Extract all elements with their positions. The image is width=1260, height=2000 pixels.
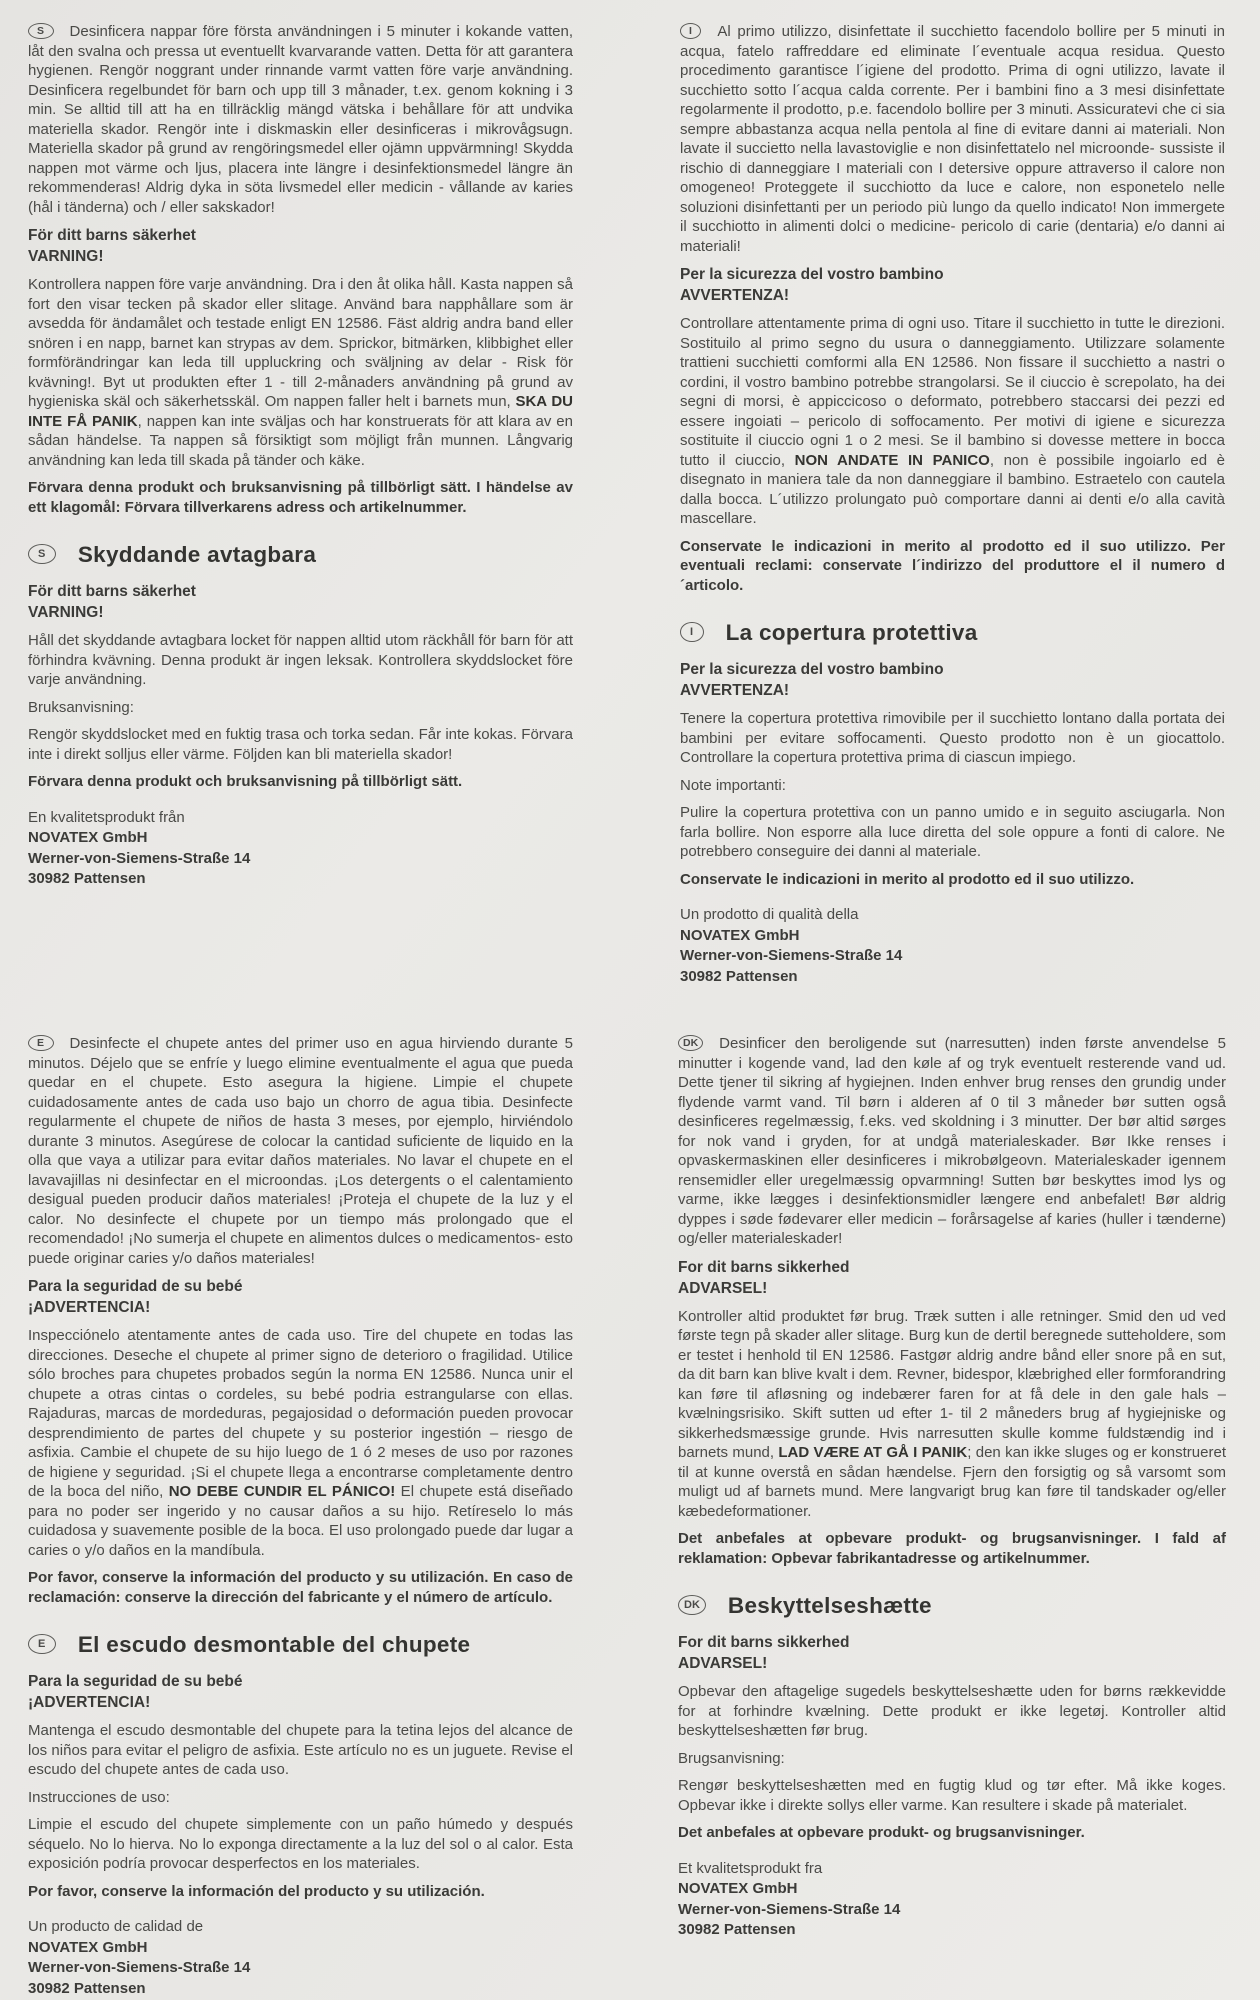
safety-heading-line: For dit barns sikkerhed [678, 1258, 850, 1276]
warning-text-pre: Kontroller altid produktet før brug. Træk sutten i alle retninger. Smid den ud ved første tegn på skader aller slitage. Burg kun de dertil beregnede sutteholdere, som er testet i henhold til EN 12586. Fastgør aldrig andre bånd eller snore på en sut, da dit barn kan blive kvalt i dem. Revner, bidespor, klæbrighed eller formforandring kan føre til afløsning og indebærer faren for at få dele in den gale hals – kvælningsrisiko. Skift sutten ud efter 1- til 2 måneders brug af hygiejniske og sikkerhedsmæssige grunde. Hvis narresutten skulle komme fuldstændig ind i barnets mund, [678, 1307, 1226, 1461]
language-badge-swedish: S [28, 544, 56, 564]
manufacturer-block [28, 808, 573, 890]
warning-word: AVVERTENZA! [680, 682, 790, 700]
manufacturer-city: 30982 Pattensen [28, 870, 146, 888]
cap-section-title [680, 619, 1225, 646]
safety-heading-line: Per la sicurezza del vostro bambino [680, 661, 944, 679]
language-badge-swedish: S [28, 23, 54, 39]
panic-phrase: NO DEBE CUNDIR EL PÁNICO! [168, 1483, 396, 1500]
safety-heading [680, 264, 1225, 306]
panic-phrase: SKA DU INTE FÅ PANIK [28, 393, 573, 430]
intro-paragraph [680, 22, 1225, 256]
section-spanish [28, 1034, 573, 1999]
manufacturer-street: Werner-von-Siemens-Straße 14 [28, 849, 251, 867]
language-badge-danish: DK [678, 1595, 706, 1615]
cap-title-text: Skyddande avtagbara [77, 542, 317, 568]
safety-heading-line: Para la seguridad de su bebé [28, 1278, 243, 1295]
usage-heading: Brugsanvisning: [678, 1749, 785, 1767]
cap-storage-note: Det anbefales at opbevare produkt- og brugsanvisninger. [678, 1824, 1085, 1842]
intro-text: Desinficera nappar före första användningen i 5 minuter i kokande vatten, låt den svalna och pressa ut eventuellt kvarvarande vatten. Detta för att garantera hygienen. Rengör noggrant under rinnande varmt vatten före varje användning. Desinficera regelbundet för barn och upp till 3 månader, t.ex. genom kokning i 3 min. Se alltid till att ha en tillräcklig mängd vätska i behållare för att undvika materiella skador. Rengör inte i diskmaskin eller desinficeras i mikrovågsugn. Materiella skador på grund av rengöringsmedel eller ojämn uppvärmning! Skydda nappen mot värme och ljus, placera inte längre i desinfektionsmedel längre än rekommenderas! Aldrig dyka in söta livsmedel eller medicin - vållande av karies (hål i tänderna) och / eller sakskador! [28, 23, 573, 216]
warning-text-pre: Inspecciónelo atentamente antes de cada uso. Tire del chupete en todas las direcciones. Deseche el chupete al primer signo de deterioro o fragilidad. Utilice sólo broches para chupetes probados según la norma EN 12586. Nunca unir el chupete a otras cintas o cordeles, su bebé podria estrangularse con ellas. Rajaduras, marcas de mordeduras, pegajosidad o deformación pueden provocar desprendimiento de partes del chupete y su posterior ingestión – riesgo de asfixia. Cambie el chupete de su hijo luego de 1 ó 2 meses de uso por razones de higiene y seguridad. ¡Si el chupete llega a encontrarse completamente dentro de la boca del niño, [28, 1327, 573, 1500]
quality-line: Un prodotto di qualità della [680, 906, 859, 924]
manufacturer-street: Werner-von-Siemens-Straße 14 [28, 1959, 251, 1977]
warning-text-pre: Controllare attentamente prima di ogni uso. Titare il succhietto in tutte le direzioni. Sostituilo al primo segno du usura o danneggiamento. Utilizzare solamente trattieni succhietti comformi alla EN 12586. Non fissare il succhietto a nastri o cordini, il vostro bambino potrebbe strangolarsi. Se il ciuccio è screpolato, ha dei segni di morsi, è appiccicoso o deformato, potrebbero staccarsi dei pezzi ed essere ingoiati – pericolo di soffocamento. Per motivi di igiene e sicurezza sostituite il ciuccio ogni 1 o 2 mesi. Se il bambino si dovesse mettere in bocca tutto il ciuccio, [680, 315, 1225, 469]
cap-section-title [28, 1631, 573, 1658]
safety-heading [28, 225, 573, 267]
warning-word: VARNING! [28, 604, 104, 622]
warning-text-post: El chupete está diseñado para no poder ser ingerido y no causar daños a su hijo. Retíreselo lo más cuidadosa y suavemente posible de la boca. El uso prolongado puede dar lugar a caries o y/o daños en la mandíbula. [28, 1483, 573, 1559]
manufacturer-block [28, 1917, 573, 1999]
section-swedish [28, 22, 573, 890]
warning-text-pre: Kontrollera nappen före varje användning. Dra i den åt olika håll. Kasta nappen så fort den visar tecken på skador eller slitage. Använd bara napphållare som är avsedda för ändamålet och testade enligt EN 12586. Fäst aldrig andra band eller snören i en napp, barnet kan strypas av dem. Sprickor, bitmärken, klibbighet eller formförändringar kan leda till uppluckring och sväljning av delar - Risk för kvävning!. Byt ut produkten efter 1 - till 2-månaders användning på grund av hygieniska skäl och säkerhetsskäl. Om nappen faller helt i barnets mun, [28, 276, 573, 410]
warning-paragraph [28, 1326, 573, 1560]
warning-word: ¡ADVERTENCIA! [28, 1694, 151, 1712]
usage-paragraph: Limpie el escudo del chupete simplemente con un paño húmedo y después séquelo. No lo hierva. No lo exponga directamente a la luz del sol o al calor. Esta exposición podría provocar desperfectos en los materiales. [28, 1816, 573, 1873]
warning-paragraph [678, 1307, 1226, 1522]
language-badge-spanish: E [28, 1634, 56, 1654]
panic-phrase: LAD VÆRE AT GÅ I PANIK [778, 1444, 968, 1461]
cap-title-text: Beskyttelseshætte [727, 1593, 932, 1619]
cap-section-title [28, 541, 573, 568]
safety-heading-line: För ditt barns säkerhet [28, 227, 196, 244]
manufacturer-city: 30982 Pattensen [28, 1979, 146, 1997]
safety-heading-line: Per la sicurezza del vostro bambino [680, 266, 944, 283]
usage-paragraph: Pulire la copertura protettiva con un panno umido e in seguito asciugarla. Non farla bollire. Non esporre alla luce diretta del sole oppure a fonti di calore. Ne potrebbero conseguire dei danni al materiale. [680, 804, 1225, 861]
language-badge-danish: DK [678, 1035, 703, 1051]
cap-storage-note: Por favor, conserve la información del producto y su utilización. [28, 1882, 485, 1900]
warning-word: AVVERTENZA! [680, 287, 790, 304]
manufacturer-name: NOVATEX GmbH [678, 1880, 798, 1898]
quality-line: Et kvalitetsprodukt fra [678, 1859, 823, 1877]
manufacturer-name: NOVATEX GmbH [680, 926, 800, 944]
usage-heading: Bruksanvisning: [28, 698, 134, 716]
manufacturer-street: Werner-von-Siemens-Straße 14 [680, 947, 903, 965]
storage-note: Det anbefales at opbevare produkt- og brugsanvisninger. I fald af reklamation: Opbevar fabrikantadresse og artikelnummer. [678, 1530, 1226, 1567]
quality-line: Un producto de calidad de [28, 1918, 204, 1936]
safety-heading-line: Para la seguridad de su bebé [28, 1673, 243, 1691]
warning-text-post: ; den kan ikke sluges og er konstrueret til at kunne overstå en sådan hændelse. Fjern den forsigtig og så varsomt som muligt ud af barnets mund. Mere langvarigt brug kan føre til tandskader og/eller kæbedeformationer. [678, 1444, 1226, 1520]
warning-text-post: , non è possibile ingoiarlo ed è disegnato in maniera tale da non danneggiare il bambino. Estraetelo con cautela dalla bocca. L´utilizzo prolungato può comportare danni ai denti e/o alla cavità mascellare. [680, 451, 1226, 527]
cap-storage-note: Conservate le indicazioni in merito al prodotto ed il suo utilizzo. [680, 870, 1135, 888]
cap-section-title [678, 1592, 1226, 1619]
safety-heading-line: For dit barns sikkerhed [678, 1634, 850, 1652]
manufacturer-block [678, 1859, 1226, 1941]
safety-heading [678, 1257, 1226, 1299]
warning-paragraph [28, 275, 573, 470]
warning-word: ¡ADVERTENCIA! [28, 1299, 151, 1316]
cap-title-text: La copertura protettiva [725, 620, 978, 646]
manufacturer-city: 30982 Pattensen [680, 967, 798, 985]
manufacturer-name: NOVATEX GmbH [28, 1938, 148, 1956]
cap-safety-heading [680, 659, 1225, 701]
language-badge-spanish: E [28, 1035, 54, 1051]
warning-text-post: , nappen kan inte sväljas och har konstruerats för att klara av en sådan händelse. Ta nappen så försiktigt som möjligt från munnen. Långvarig användning kan leda till skada på tänder och käke. [28, 412, 573, 469]
cap-title-text: El escudo desmontable del chupete [77, 1632, 471, 1658]
panic-phrase: NON ANDATE IN PANICO [794, 451, 990, 469]
cap-keep-away-paragraph: Opbevar den aftagelige sugedels beskyttelseshætte uden for børns rækkevidde for at forhindre kvælning. Dette produkt er ikke legetøj. Kontroller altid beskyttelseshætten før brug. [678, 1683, 1226, 1740]
language-badge-italian: I [680, 622, 704, 642]
safety-heading [28, 1276, 573, 1318]
intro-paragraph [28, 1034, 573, 1268]
usage-heading: Note importanti: [680, 776, 786, 794]
cap-keep-away-paragraph: Mantenga el escudo desmontable del chupete para la tetina lejos del alcance de los niños para evitar el peligro de asfixia. Este artículo no es un juguete. Revise el escudo del chupete antes de cada uso. [28, 1722, 573, 1779]
section-danish [678, 1034, 1226, 1941]
language-badge-italian: I [680, 23, 701, 39]
safety-heading-line: För ditt barns säkerhet [28, 583, 196, 601]
storage-note: Por favor, conserve la información del producto y su utilización. En caso de reclamación: conserve la dirección del fabricante y el número de artículo. [28, 1569, 573, 1606]
storage-note: Conservate le indicazioni in merito al prodotto ed il suo utilizzo. Per eventuali reclami: conservate l´indirizzo del produttore el il numero d´articolo. [680, 537, 1225, 594]
manufacturer-block [680, 905, 1225, 987]
storage-note: Förvara denna produkt och bruksanvisning på tillbörligt sätt. I händelse av ett klagomål: Förvara tillverkarens adress och artikelnummer. [28, 479, 573, 516]
manufacturer-street: Werner-von-Siemens-Straße 14 [678, 1900, 901, 1918]
usage-paragraph: Rengør beskyttelseshætten med en fugtig klud og tør efter. Må ikke koges. Opbevar ikke i direkte sollys eller varme. Kan resultere i skade på materialet. [678, 1777, 1226, 1814]
section-italian [680, 22, 1225, 987]
intro-text: Desinficer den beroligende sut (narresutten) inden første anvendelse 5 minutter i kogende vand, lad den køle af og tryk eventuelt resterende vand ud. Dette tjener til sikring af hygiejnen. Inden enhver brug renses den grundig under flydende varmt vand. Til børn i alderen af 0 til 3 måneder bør sutten også desinficeres regelmæssig, f.eks. ved skoldning i 3 minutter. Der bør altid sørges for nok vand i gryden, for at undgå materialeskader. Bør Ikke renses i opvaskermaskinen eller desinficeres i mikrobølgeovn. Materialeskader igennem rensemidler eller uregelmæssig opvarmning! Sutten bør beskyttes imod lys og varme, ikke lægges i desinfektionsmidler længere end anbefalet! Bør aldrig dyppes i søde fødevarer eller medicin – forårsagelse af karies (huller i tænderne) og/eller materialeskader! [678, 1035, 1226, 1247]
warning-paragraph [680, 314, 1225, 529]
intro-paragraph [28, 22, 573, 217]
cap-storage-note: Förvara denna produkt och bruksanvisning på tillbörligt sätt. [28, 773, 463, 791]
cap-keep-away-paragraph: Tenere la copertura protettiva rimovibile per il succhietto lontano dalla portata dei bambini per evitare soffocamenti. Questo prodotto non è un giocattolo. Controllare la copertura protettiva prima di ciascun impiego. [680, 710, 1225, 767]
cap-keep-away-paragraph: Håll det skyddande avtagbara locket för nappen alltid utom räckhåll för barn för att förhindra kvävning. Denna produkt är ingen leksak. Kontrollera skyddslocket före varje användning. [28, 632, 573, 689]
intro-text: Al primo utilizzo, disinfettate il succhietto facendolo bollire per 5 minuti in acqua, fatelo raffreddare ed eliminate l´eventuale acqua residua. Questo procedimento garantisce l´igiene del prodotto. Prima di ogni utilizzo, lavate il succhietto sotto l´acqua calda corrente. Per i bambini fino a 3 mesi disinfettate regolarmente il prodotto, p.e. facendolo bollire per 3 minuti. Assicuratevi che ci sia sempre abbastanza acqua nella pentola al fine di evitare danni ai materiali. Non lavate il succietto nella lavastoviglie e non disinfettatelo nel microonde- sussiste il rischio di danneggiare I materiali con I detersive oppure attraverso il calore non omogeneo! Proteggete il succhiotto da luce e calore, non esponetelo nelle soluzioni disinfettanti per un periodo più lungo da quello indicato! Non immergete il succhiotto in alimenti dolci o medicine- pericolo di carie (dentaria) e/o danni ai materiali! [680, 23, 1225, 255]
usage-heading: Instrucciones de uso: [28, 1788, 170, 1806]
intro-text: Desinfecte el chupete antes del primer uso en agua hirviendo durante 5 minutos. Déjelo que se enfríe y luego elimine eventualmente el agua que pueda quedar en el chupete. Esto asegura la higiene. Limpie el chupete cuidadosamente antes de cada uso bajo un chorro de agua tibia. Desinfecte regularmente el chupete de niños de hasta 3 meses, por ejemplo, hirviéndolo durante 3 minutos. Asegúrese de colocar la cantidad suficiente de liquido en la olla que vaya a utilizar para evitar daños materiales. No lavar el chupete en el lavavajillas ni desinfectar en el microondas. ¡Los detergents o el calentamiento desigual pueden producir daños materiales! ¡Proteja el chupete de la luz y el calor. No desinfecte el chupete por un tiempo más prolongado que el recomendado! ¡No sumerja el chupete en alimentos dulces o medicamentos- esto puede originar caries y/o daños materiales! [28, 1035, 573, 1267]
manufacturer-city: 30982 Pattensen [678, 1921, 796, 1939]
quality-line: En kvalitetsprodukt från [28, 808, 185, 826]
usage-paragraph: Rengör skyddslocket med en fuktig trasa och torka sedan. Får inte kokas. Förvara inte i direkt solljus eller värme. Följden kan bli materiella skador! [28, 726, 573, 763]
warning-word: ADVARSEL! [678, 1655, 768, 1673]
cap-safety-heading [28, 1671, 573, 1713]
warning-word: ADVARSEL! [678, 1279, 768, 1297]
cap-safety-heading [678, 1632, 1226, 1674]
cap-safety-heading [28, 581, 573, 623]
intro-paragraph [678, 1034, 1226, 1249]
manufacturer-name: NOVATEX GmbH [28, 829, 148, 847]
warning-word: VARNING! [28, 248, 104, 265]
